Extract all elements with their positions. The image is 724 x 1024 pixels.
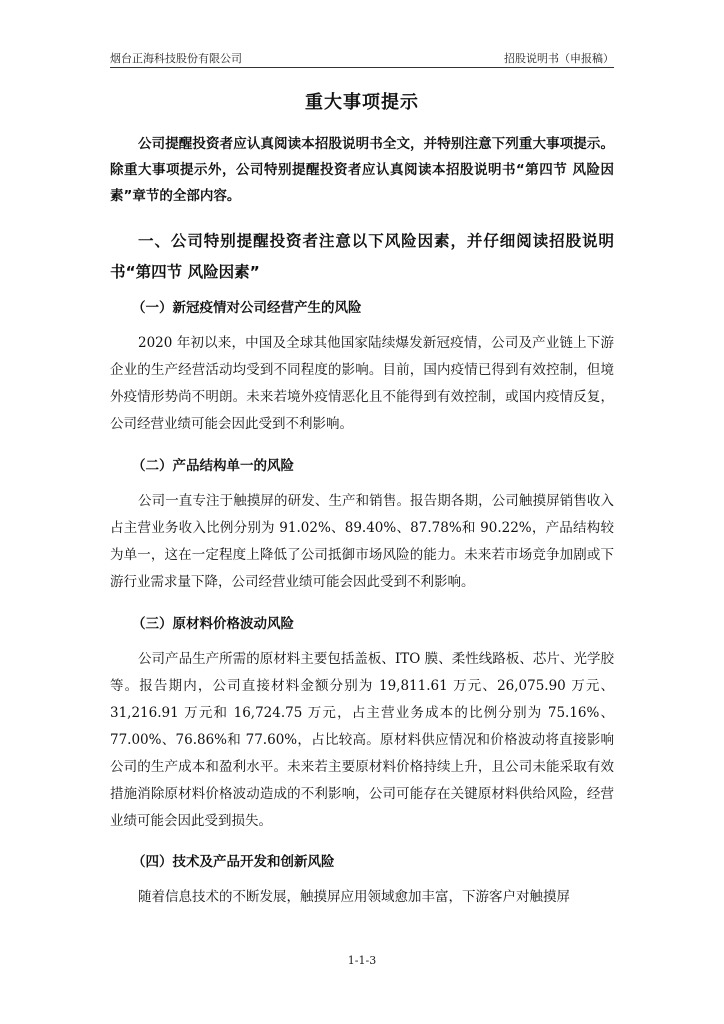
risk-block — [110, 330, 614, 438]
header-doc-type: 招股说明书（申报稿） — [504, 52, 614, 65]
risk-block — [110, 488, 614, 596]
risk-heading: （四）技术及产品开发和创新风险 — [132, 854, 335, 870]
risk-block — [110, 884, 614, 911]
risk-heading: （一）新冠疫情对公司经营产生的风险 — [132, 300, 362, 316]
risk-paragraph: 2020 年初以来，中国及全球其他国家陆续爆发新冠疫情，公司及产业链上下游企业的生产经营活动均受到不同程度的影响。目前，国内疫情已得到有效控制，但境外疫情形势尚不明朗。未来若境外疫情恶化且不能得到有效控制，或国内疫情反复，公司经营业绩可能会因此受到不利影响。 — [110, 335, 614, 432]
header-divider — [110, 67, 614, 68]
intro-paragraph: 公司提醒投资者应认真阅读本招股说明书全文，并特别注意下列重大事项提示。除重大事项提示外，公司特别提醒投资者应认真阅读本招股说明书“第四节 风险因素”章节的全部内容。 — [110, 136, 614, 204]
risk-paragraph: 公司产品生产所需的原材料主要包括盖板、ITO 膜、柔性线路板、芯片、光学胶等。报告期内，公司直接材料金额分别为 19,811.61 万元、26,075.90 万元、31,216.91 万元和 16,724.75 万元，占主营业务成本的比例分别为 75.16%、77.00%、76.86%和 77.60%，占比较高。原材料供应情况和价格波动将直接影响公司的生产成本和盈利水平。未来若主要原材料价格持续上升，且公司未能采取有效措施消除原材料价格波动造成的不利影响，公司可能存在关键原材料供给风险，经营业绩可能会因此受到损失。 — [110, 651, 614, 829]
risk-heading: （三）原材料价格波动风险 — [132, 616, 294, 632]
page-title: 重大事项提示 — [305, 92, 419, 113]
section-1 — [110, 226, 614, 288]
risk-paragraph: 公司一直专注于触摸屏的研发、生产和销售。报告期各期，公司触摸屏销售收入占主营业务收入比例分别为 91.02%、89.40%、87.78%和 90.22%，产品结构较为单一，这在一定程度上降低了公司抵御市场风险的能力。未来若市场竞争加剧或下游行业需求量下降，公司经营业绩可能会因此受到不利影响。 — [110, 493, 614, 590]
header-company: 烟台正海科技股份有限公司 — [110, 52, 242, 65]
risk-heading: （二）产品结构单一的风险 — [132, 458, 294, 474]
risk-block — [110, 646, 614, 835]
intro-section — [110, 131, 614, 209]
risk-paragraph: 随着信息技术的不断发展，触摸屏应用领域愈加丰富，下游客户对触摸屏 — [138, 889, 570, 905]
page-number: 1-1-3 — [347, 954, 377, 967]
section-1-heading: 一、公司特别提醒投资者注意以下风险因素，并仔细阅读招股说明书“第四节 风险因素” — [110, 232, 614, 281]
